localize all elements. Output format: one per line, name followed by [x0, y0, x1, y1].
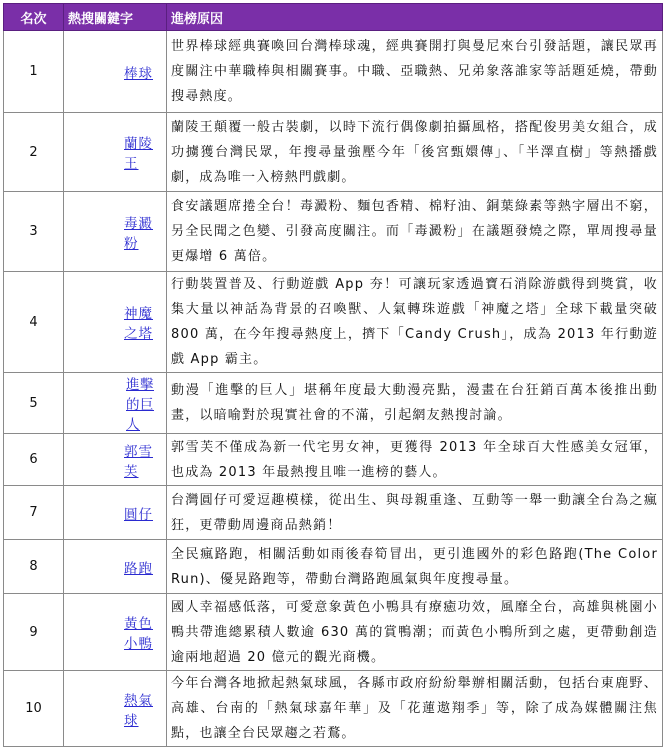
reason-cell: 全民瘋路跑，相關活動如雨後春筍冒出，更引進國外的彩色路跑(The Color Run)、優晃路跑等，帶動台灣路跑風氣與年度搜尋量。: [167, 540, 663, 594]
reason-cell: 食安議題席捲全台！毒澱粉、麵包香精、棉籽油、銅葉綠素等熱字層出不窮，另全民聞之色變、引發高度關注。而「毒澱粉」在議題發燒之際，單周搜尋量更爆增 6 萬倍。: [167, 192, 663, 272]
reason-cell: 蘭陵王顛覆一般古裝劇，以時下流行偶像劇拍攝風格，搭配俊男美女組合，成功擄獲台灣民眾，年搜尋量強壓今年「後宮甄嬛傳」、「半澤直樹」等熱播戲劇，成為唯一入榜熱門戲劇。: [167, 113, 663, 192]
reason-cell: 世界棒球經典賽喚回台灣棒球魂，經典賽開打與曼尼來台引發話題，讓民眾再度關注中華職棒與相關賽事。中職、亞職熱、兄弟象落誰家等話題延燒，帶動搜尋熱度。: [167, 31, 663, 113]
header-keyword: 熱搜關鍵字: [64, 4, 167, 31]
keyword-cell: [64, 113, 167, 192]
rank-cell: 1: [4, 31, 64, 113]
table-row: [4, 486, 663, 540]
keyword-link[interactable]: 圓仔: [124, 506, 153, 523]
keyword-link[interactable]: 黃色小鴨: [124, 616, 153, 652]
table-row: [4, 192, 663, 272]
ranking-table: [3, 3, 663, 747]
keyword-link[interactable]: 棒球: [124, 65, 153, 82]
rank-cell: 9: [4, 594, 64, 671]
rank-cell: 4: [4, 272, 64, 373]
table-row: [4, 373, 663, 434]
table-row: [4, 434, 663, 486]
keyword-link[interactable]: 蘭陵王: [124, 136, 153, 172]
keyword-link[interactable]: 路跑: [124, 560, 153, 577]
table-row: [4, 594, 663, 671]
table-row: [4, 540, 663, 594]
header-reason: 進榜原因: [167, 4, 663, 31]
reason-cell: 台灣圓仔可愛逗趣模樣，從出生、與母親重逢、互動等一舉一動讓全台為之瘋狂，更帶動周邊商品熱銷！: [167, 486, 663, 540]
reason-cell: 行動裝置普及、行動遊戲 App 夯！可讓玩家透過寶石消除游戲得到獎賞，收集大量以神話為背景的召喚獸、人氣轉珠遊戲「神魔之塔」全球下載量突破 800 萬，在今年搜尋熱度上，擠下「Candy Crush」，成為 2013 年行動遊戲 App 霸主。: [167, 272, 663, 373]
keyword-cell: [64, 31, 167, 113]
keyword-link[interactable]: 熱氣球: [124, 692, 153, 729]
rank-cell: 10: [4, 671, 64, 747]
keyword-link[interactable]: 郭雪芙: [124, 443, 153, 480]
table-row: [4, 113, 663, 192]
table-row: [4, 671, 663, 747]
reason-cell: 今年台灣各地掀起熱氣球風，各縣市政府紛紛舉辦相關活動，包括台東鹿野、高雄、台南的「熱氣球嘉年華」及「花蓮遨翔季」等，除了成為媒體關注焦點，也讓全台民眾趨之若鶩。: [167, 671, 663, 747]
rank-cell: 7: [4, 486, 64, 540]
header-rank: 名次: [4, 4, 64, 31]
keyword-cell: [64, 594, 167, 671]
rank-cell: 8: [4, 540, 64, 594]
rank-cell: 3: [4, 192, 64, 272]
reason-cell: 國人幸福感低落，可愛意象黃色小鴨具有療癒功效，風靡全台，高雄與桃園小鴨共帶進總累積人數逾 630 萬的賞鴨潮；而黃色小鴨所到之處，更帶動創造逾兩地超過 20 億元的觀光商機。: [167, 594, 663, 671]
keyword-cell: [64, 272, 167, 373]
keyword-cell: [64, 540, 167, 594]
keyword-cell: [64, 373, 167, 434]
keyword-cell: [64, 192, 167, 272]
rank-cell: 5: [4, 373, 64, 434]
keyword-cell: [64, 486, 167, 540]
keyword-link[interactable]: 毒澱粉: [124, 215, 153, 252]
reason-cell: 郭雪芙不僅成為新一代宅男女神，更獲得 2013 年全球百大性感美女冠軍，也成為 2013 年最熱搜且唯一進榜的藝人。: [167, 434, 663, 486]
header-row: [4, 4, 663, 31]
keyword-cell: [64, 671, 167, 747]
table-row: [4, 272, 663, 373]
keyword-link[interactable]: 進擊的巨人: [126, 377, 154, 433]
rank-cell: 2: [4, 113, 64, 192]
rank-cell: 6: [4, 434, 64, 486]
keyword-cell: [64, 434, 167, 486]
keyword-link[interactable]: 神魔之塔: [124, 306, 153, 342]
reason-cell: 動漫「進擊的巨人」堪稱年度最大動漫亮點，漫畫在台狂銷百萬本後推出動畫，以暗喻對於現實社會的不滿，引起網友熱搜討論。: [167, 373, 663, 434]
table-row: [4, 31, 663, 113]
